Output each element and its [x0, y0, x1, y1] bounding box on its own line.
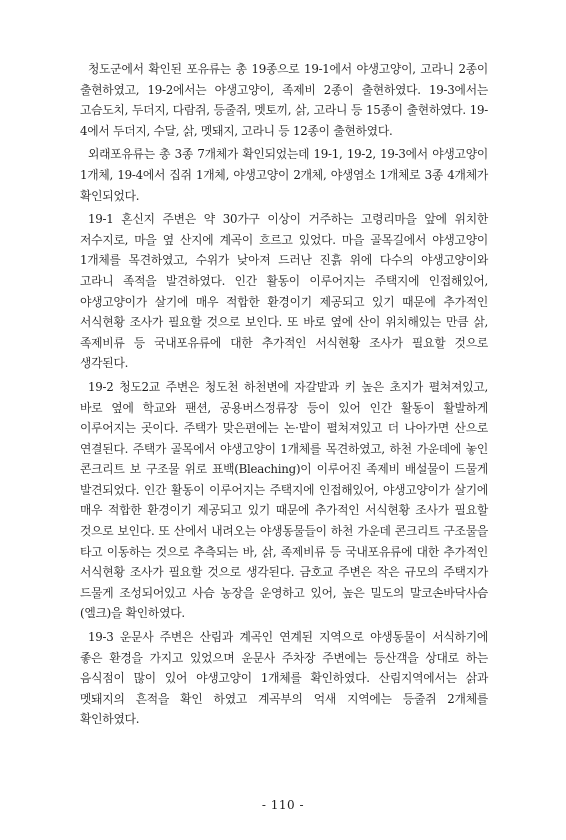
document-body	[80, 59, 488, 733]
paragraph-site-19-2: 19-2 청도2교 주변은 청도천 하천변에 자갈밭과 키 높은 초지가 펼쳐져있고, 바로 옆에 학교와 팬션, 공용버스정류장 등이 있어 인간 활동이 활발하게 이루어지는 곳이다. 주택가 맞은편에는 논·밭이 펼쳐져있고 더 나아가면 산으로 연결된다. 주택가 골목에서 야생고양이 1개체를 목견하였고, 하천 가운데에 놓인 콘크리트 보 구조물 위로 표백(Bleaching)이 이루어진 족제비 배설물이 드물게 발견되었다. 인간 활동이 이루어지는 주택지에 인접해있어, 야생고양이가 살기에 매우 적합한 환경이기 제공되고 있기 때문에 추가적인 서식현황 조사가 필요할 것으로 보인다. 또 산에서 내려오는 야생동물들이 하천 가운데 콘크리트 구조물을 타고 이동하는 것으로 추측되는 바, 삵, 족제비류 등 국내포유류에 대한 추가적인 서식현황 조사가 필요할 것으로 생각된다. 금호교 주변은 작은 규모의 주택지가 드물게 조성되어있고 사슴 농장을 운영하고 있어, 높은 밀도의 말코손바닥사슴(엘크)을 확인하였다.	[80, 379, 488, 621]
paragraph-site-19-3: 19-3 운문사 주변은 산림과 계곡인 연계된 지역으로 야생동물이 서식하기에 좋은 환경을 가지고 있었으며 운문사 주차장 주변에는 등산객을 상대로 하는 음식점이 많이 있어 야생고양이 1개체를 확인하였다. 산림지역에서는 삵과 멧돼지의 흔적을 확인 하였고 계곡부의 억새 지역에는 등줄쥐 2개체를 확인하였다.	[80, 630, 488, 727]
paragraph-site-19-1: 19-1 혼신지 주변은 약 30가구 이상이 거주하는 고령리마을 앞에 위치한 저수지로, 마을 옆 산지에 계곡이 흐르고 있었다. 마을 골목길에서 야생고양이 1개체를 목견하였고, 수위가 낮아져 드러난 진흙 위에 다수의 야생고양이와 고라니 족적을 발견하였다. 인간 활동이 이루어지는 주택지에 인접해있어, 야생고양이가 살기에 매우 적합한 환경이기 제공되고 있기 때문에 추가적인 서식현황 조사가 필요할 것으로 보인다. 또 바로 옆에 산이 위치해있는 만큼 삵, 족제비류 등 국내포유류에 대한 추가적인 서식현황 조사가 필요할 것으로 생각된다.	[80, 212, 488, 371]
paragraph-invasive-mammals: 외래포유류는 총 3종 7개체가 확인되었는데 19-1, 19-2, 19-3에서 야생고양이 1개체, 19-4에서 집쥐 1개체, 야생고양이 2개체, 야생염소 1개체로 3종 4개체가 확인되었다.	[80, 147, 488, 203]
page-number: - 110 -	[261, 798, 305, 812]
paragraph-mammal-species-summary: 청도군에서 확인된 포유류는 총 19종으로 19-1에서 야생고양이, 고라니 2종이 출현하였고, 19-2에서는 야생고양이, 족제비 2종이 출현하였다. 19-3에서는 고슴도치, 두더지, 다람쥐, 등줄쥐, 멧토끼, 삵, 고라니 등 15종이 출현하였다. 19-4에서 두더지, 수달, 삵, 멧돼지, 고라니 등 12종이 출현하였다.	[80, 62, 488, 138]
